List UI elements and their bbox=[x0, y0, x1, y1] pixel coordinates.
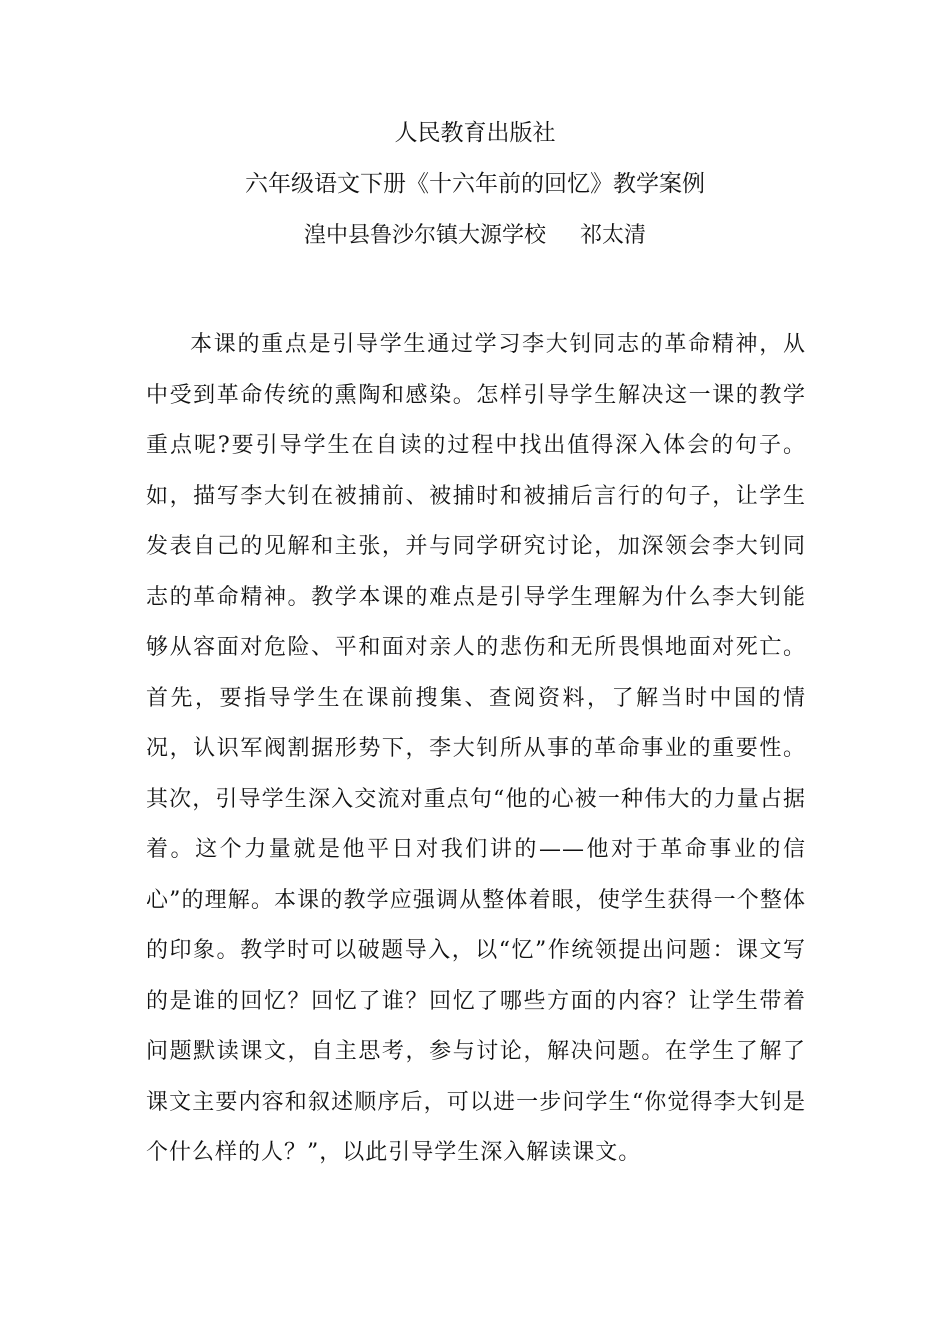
author-school: 湟中县鲁沙尔镇大源学校 bbox=[303, 223, 546, 248]
body-paragraph: 本课的重点是引导学生通过学习李大钊同志的革命精神，从中受到革命传统的熏陶和感染。怎样引导学生解决这一课的教学重点呢?要引导学生在自读的过程中找出值得深入体会的句子。如，描写李大钊在被捕前、被捕时和被捕后言行的句子，让学生发表自己的见解和主张，并与同学研究讨论，加深领会李大钊同志的革命精神。教学本课的难点是引导学生理解为什么李大钊能够从容面对危险、平和面对亲人的悲伤和无所畏惧地面对死亡。首先，要指导学生在课前搜集、查阅资料，了解当时中国的情况，认识军阀割据形势下，李大钊所从事的革命事业的重要性。其次，引导学生深入交流对重点句“他的心被一种伟大的力量占据着。这个力量就是他平日对我们讲的——他对于革命事业的信心”的理解。本课的教学应强调从整体着眼，使学生获得一个整体的印象。教学时可以破题导入，以“忆”作统领提出问题：课文写的是谁的回忆？回忆了谁？回忆了哪些方面的内容？让学生带着问题默读课文，自主思考，参与讨论，解决问题。在学生了解了课文主要内容和叙述顺序后，可以进一步问学生“你觉得李大钊是个什么样的人？”，以此引导学生深入解读课文。 bbox=[146, 332, 806, 1165]
document-title: 六年级语文下册《十六年前的回忆》教学案例 bbox=[245, 171, 705, 197]
author-name: 祁太清 bbox=[580, 223, 647, 248]
author-line bbox=[0, 221, 950, 251]
publisher-heading: 人民教育出版社 bbox=[394, 120, 556, 146]
